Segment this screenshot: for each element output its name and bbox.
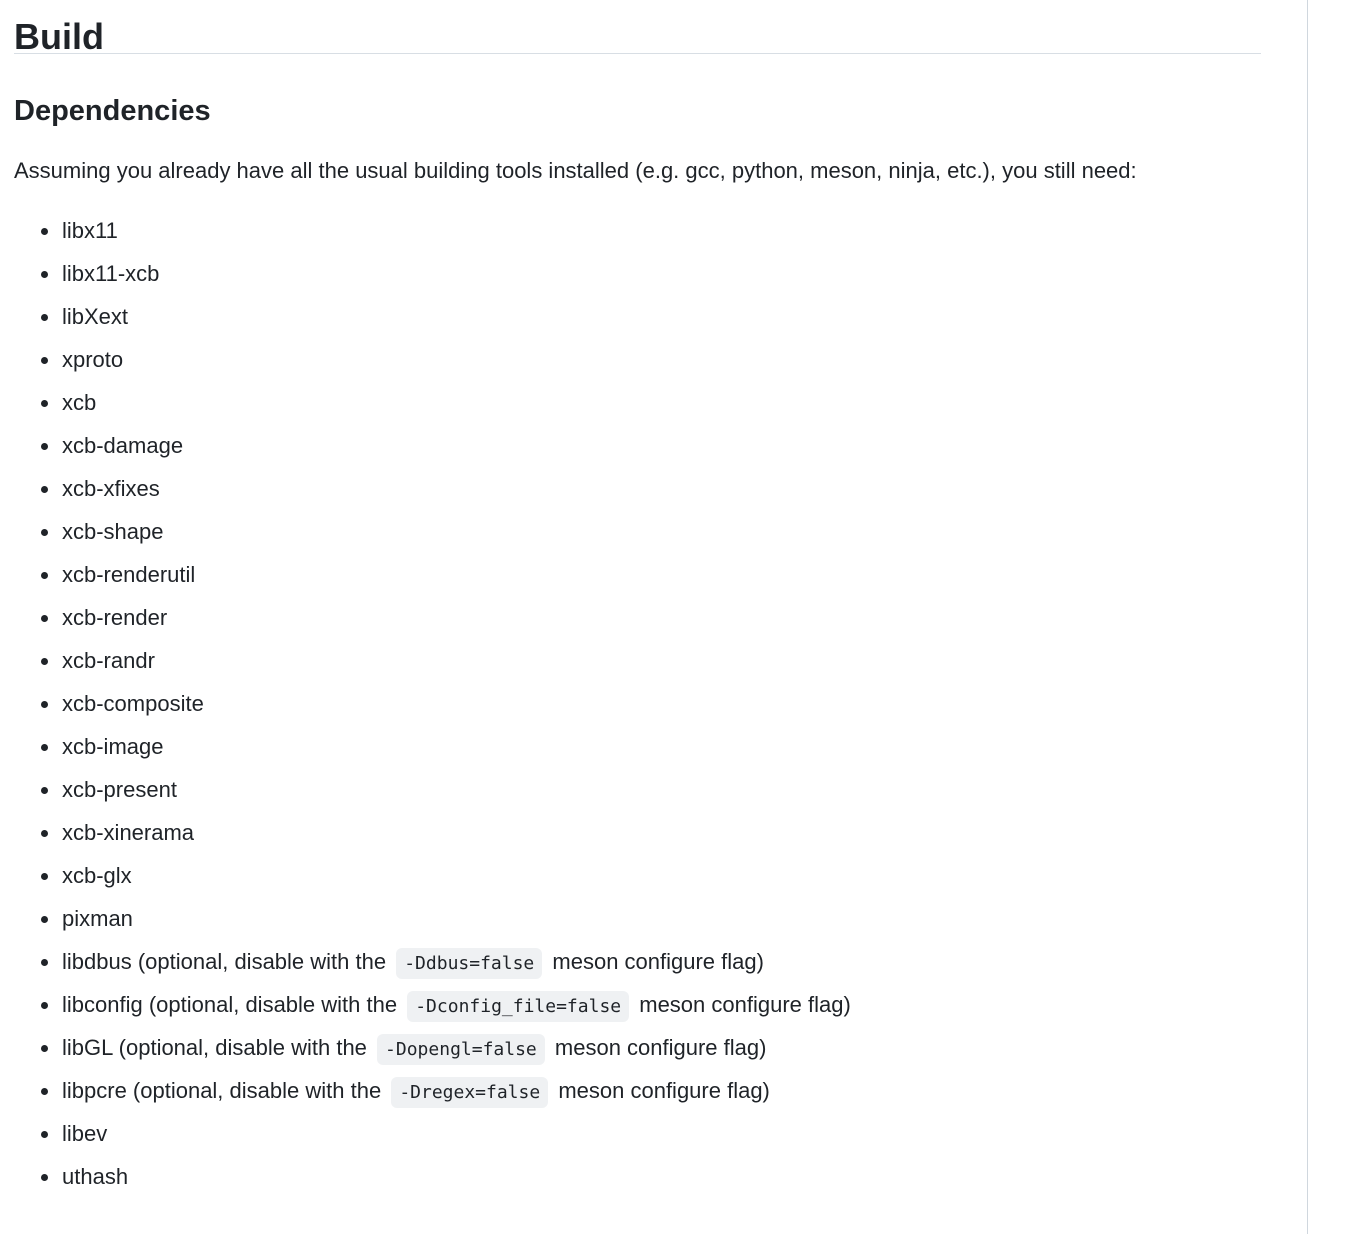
dependency-item	[14, 644, 1261, 687]
bullet-icon	[41, 271, 48, 278]
dependency-note: meson configure flag)	[552, 949, 764, 974]
dependency-name: xcb-present	[62, 777, 177, 802]
bullet-icon	[41, 1045, 48, 1052]
bullet-icon	[41, 443, 48, 450]
dependency-name: libpcre (optional, disable with the	[62, 1078, 382, 1103]
bullet-icon	[41, 1174, 48, 1181]
dependency-name: uthash	[62, 1164, 129, 1189]
dependency-item	[14, 1031, 1261, 1074]
dependency-note: meson configure flag)	[639, 992, 851, 1017]
dependency-item	[14, 816, 1261, 859]
readme-content	[14, 0, 1261, 1203]
dependency-item	[14, 558, 1261, 601]
dependencies-heading: Dependencies	[14, 95, 211, 127]
dependency-name: xcb-shape	[62, 519, 164, 544]
dependency-item	[14, 472, 1261, 515]
bullet-icon	[41, 529, 48, 536]
bullet-icon	[41, 400, 48, 407]
dependency-item	[14, 687, 1261, 730]
dependency-item	[14, 945, 1261, 988]
meson-flag-code: -Ddbus=false	[396, 948, 542, 979]
bullet-icon	[41, 959, 48, 966]
bullet-icon	[41, 1088, 48, 1095]
dependency-name: xcb-randr	[62, 648, 155, 673]
dependency-item	[14, 988, 1261, 1031]
dependency-name: libconfig (optional, disable with the	[62, 992, 398, 1017]
dependency-item	[14, 1160, 1261, 1203]
dependency-note: meson configure flag)	[558, 1078, 770, 1103]
dependency-name: xcb	[62, 390, 97, 415]
bullet-icon	[41, 486, 48, 493]
dependency-item	[14, 257, 1261, 300]
dependency-item	[14, 859, 1261, 902]
dependency-item	[14, 902, 1261, 945]
bullet-icon	[41, 228, 48, 235]
dependency-item	[14, 343, 1261, 386]
meson-flag-code: -Dregex=false	[391, 1077, 548, 1108]
dependency-name: xcb-render	[62, 605, 168, 630]
dependency-name: libx11-xcb	[62, 261, 160, 286]
bullet-icon	[41, 357, 48, 364]
bullet-icon	[41, 873, 48, 880]
intro-paragraph: Assuming you already have all the usual building tools installed (e.g. gcc, python, meson, ninja, etc.), you still need:	[14, 158, 1137, 183]
bullet-icon	[41, 314, 48, 321]
dependency-name: xcb-glx	[62, 863, 132, 888]
dependency-item	[14, 601, 1261, 644]
bullet-icon	[41, 830, 48, 837]
bullet-icon	[41, 787, 48, 794]
dependency-item	[14, 214, 1261, 257]
bullet-icon	[41, 1131, 48, 1138]
dependency-name: libGL (optional, disable with the	[62, 1035, 367, 1060]
dependency-name: xproto	[62, 347, 124, 372]
dependency-name: xcb-xinerama	[62, 820, 195, 845]
bullet-icon	[41, 916, 48, 923]
dependency-item	[14, 1117, 1261, 1160]
bullet-icon	[41, 1002, 48, 1009]
dependency-item	[14, 429, 1261, 472]
bullet-icon	[41, 615, 48, 622]
dependency-name: libev	[62, 1121, 108, 1146]
dependency-item	[14, 1074, 1261, 1117]
dependency-name: xcb-image	[62, 734, 164, 759]
build-heading: Build	[14, 0, 1261, 54]
dependency-name: xcb-composite	[62, 691, 204, 716]
dependency-list	[14, 188, 1261, 1203]
meson-flag-code: -Dopengl=false	[377, 1034, 545, 1065]
bullet-icon	[41, 572, 48, 579]
dependency-name: xcb-damage	[62, 433, 184, 458]
dependency-name: libx11	[62, 218, 118, 243]
meson-flag-code: -Dconfig_file=false	[407, 991, 629, 1022]
dependency-name: xcb-xfixes	[62, 476, 160, 501]
bullet-icon	[41, 701, 48, 708]
dependency-note: meson configure flag)	[554, 1035, 767, 1060]
dependency-item	[14, 730, 1261, 773]
dependency-name: libXext	[62, 304, 129, 329]
bullet-icon	[41, 744, 48, 751]
dependency-name: libdbus (optional, disable with the	[62, 949, 387, 974]
dependency-item	[14, 300, 1261, 343]
content-border	[1307, 0, 1308, 1234]
dependency-item	[14, 773, 1261, 816]
dependency-item	[14, 386, 1261, 429]
dependency-name: xcb-renderutil	[62, 562, 196, 587]
dependency-item	[14, 515, 1261, 558]
dependency-name: pixman	[62, 906, 133, 931]
bullet-icon	[41, 658, 48, 665]
